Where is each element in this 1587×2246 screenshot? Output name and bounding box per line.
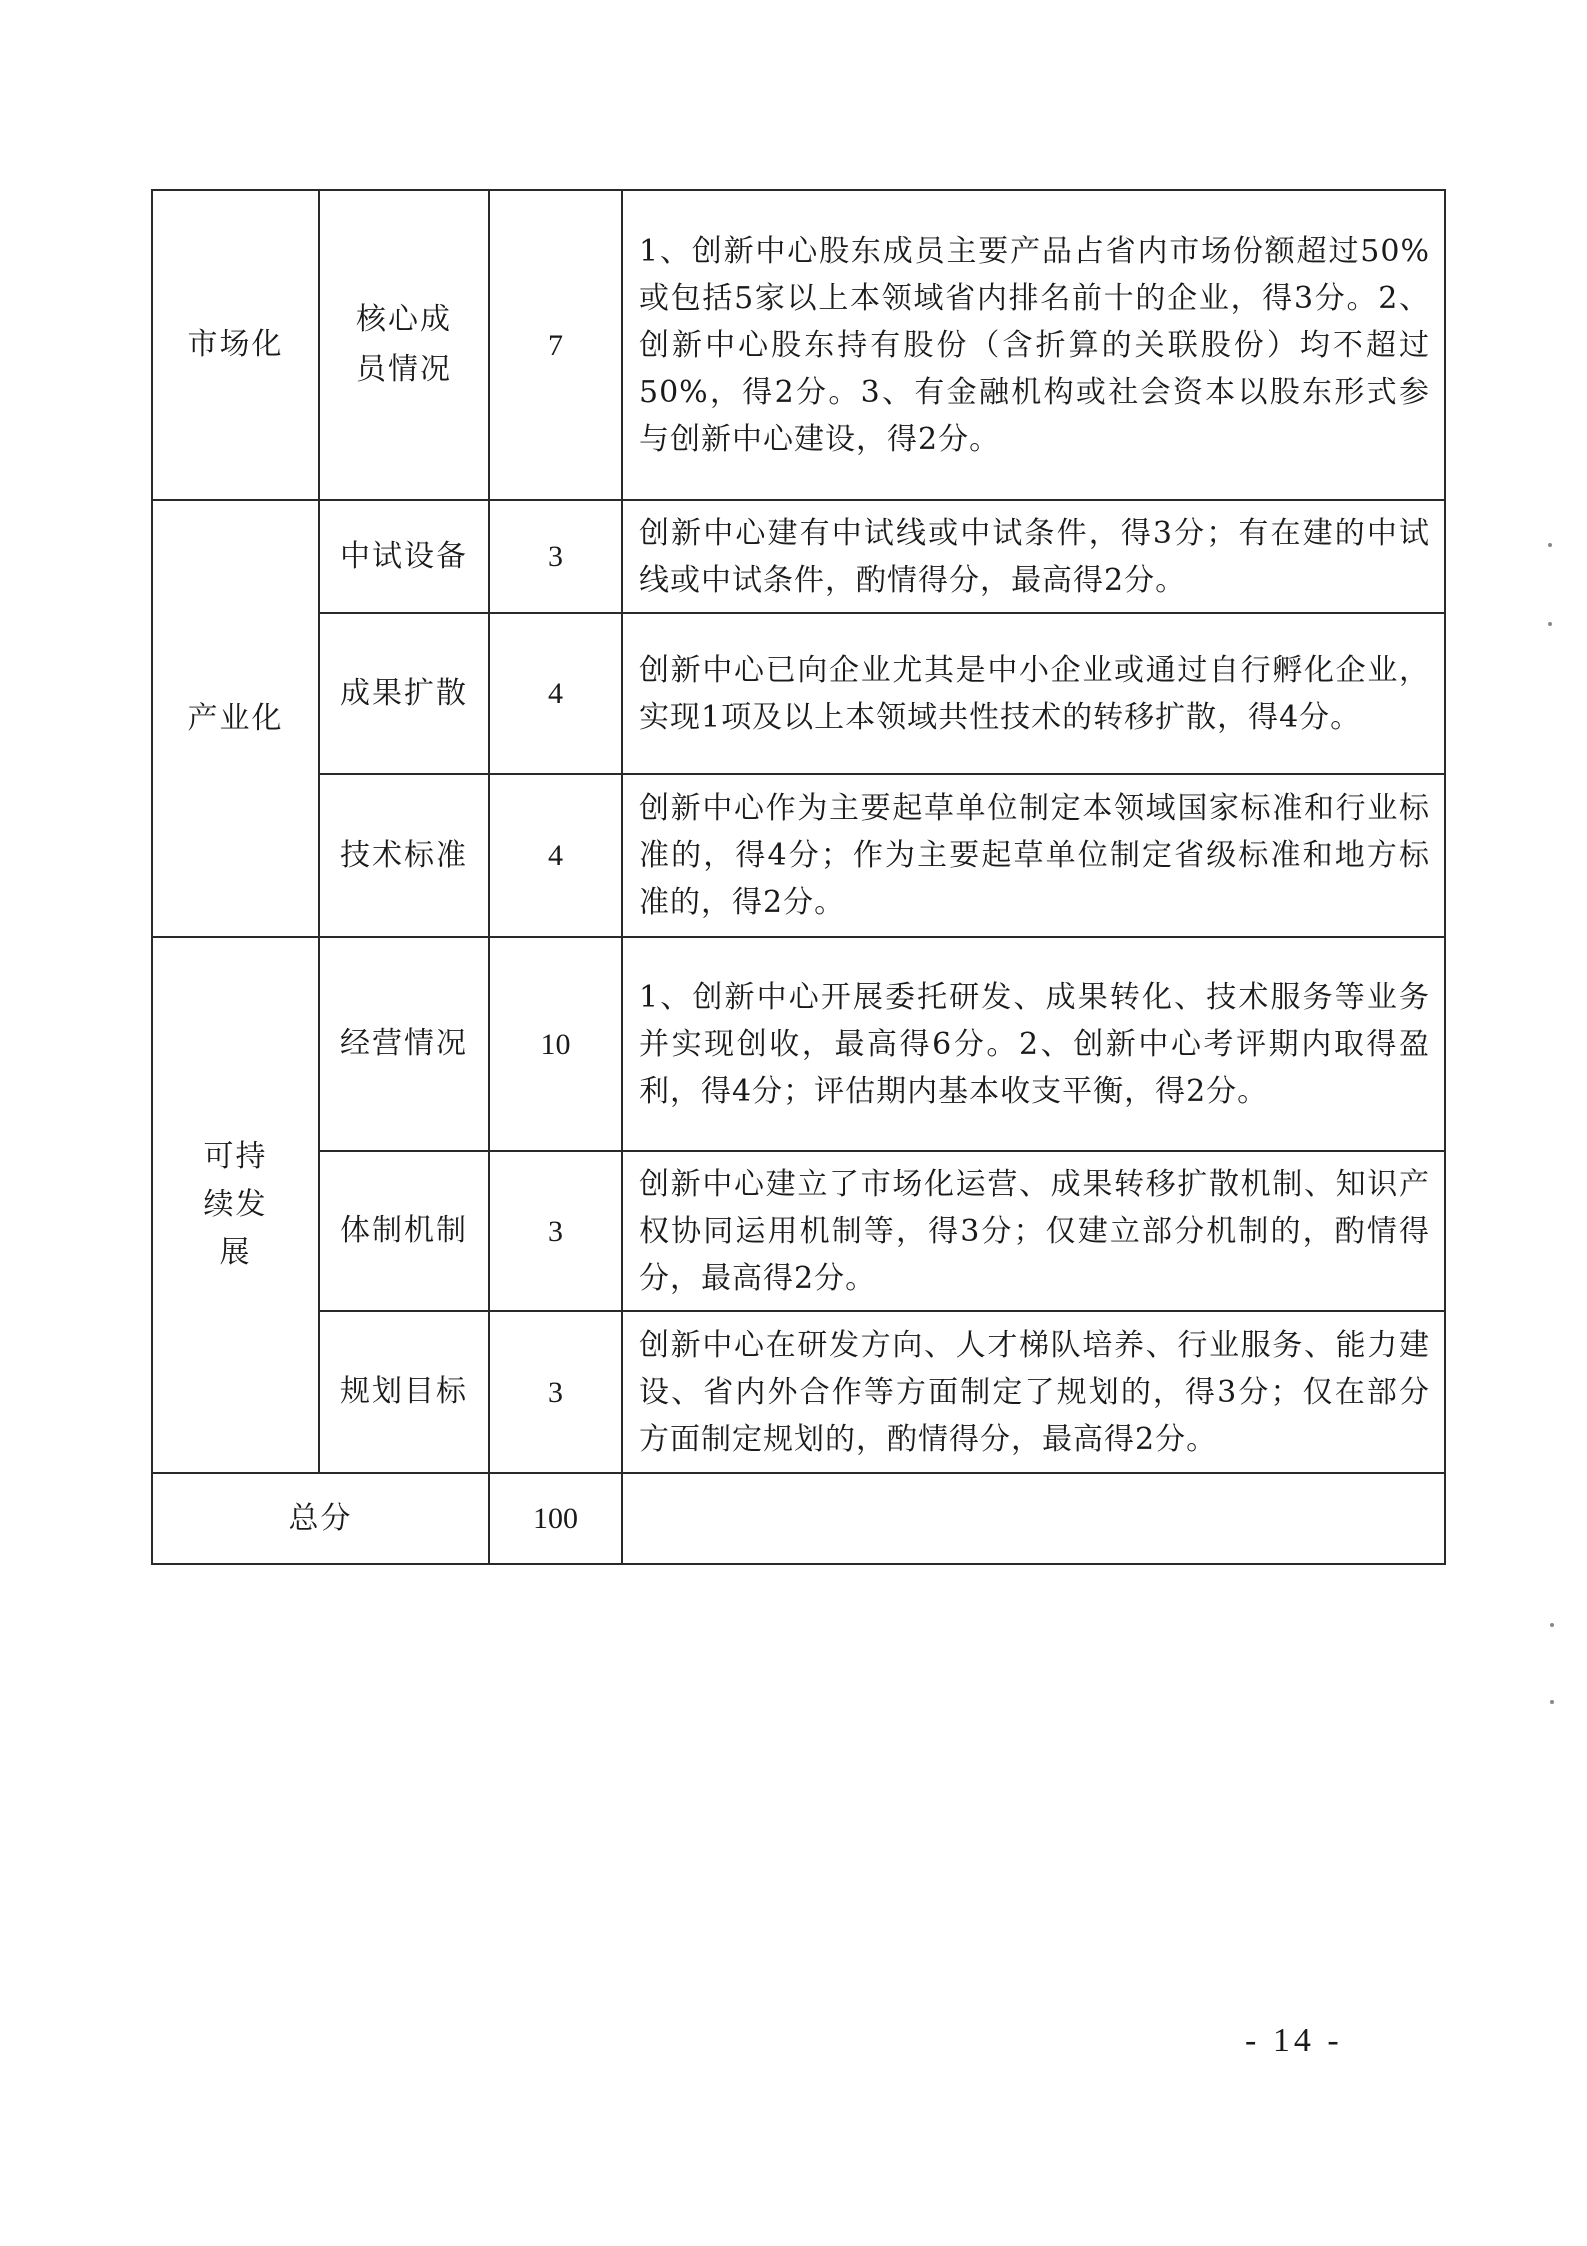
item-label: 技术标准 [340, 837, 468, 873]
score-cell [489, 500, 622, 613]
score-value: 4 [548, 839, 563, 872]
table-row [152, 1151, 1445, 1311]
score-cell [489, 190, 622, 500]
item-label: 体制机制 [340, 1213, 468, 1248]
page-number: - 14 - [1245, 2022, 1343, 2059]
dimension-cell [152, 937, 319, 1473]
item-label: 中试设备 [340, 538, 468, 574]
scan-speck [1550, 1623, 1554, 1627]
description-cell [622, 937, 1445, 1151]
total-label-cell [152, 1473, 489, 1564]
description-cell [622, 613, 1445, 774]
item-cell [319, 500, 489, 613]
evaluation-table [151, 189, 1446, 1565]
total-label: 总分 [288, 1500, 353, 1536]
total-score-value: 100 [533, 1502, 578, 1535]
score-cell [489, 774, 622, 937]
table-row [152, 190, 1445, 500]
score-cell [489, 1311, 622, 1473]
table-row [152, 500, 1445, 613]
item-label: 核心成员情况 [356, 302, 452, 387]
table-row [152, 1311, 1445, 1473]
item-label: 规划目标 [340, 1374, 468, 1409]
description-text: 创新中心作为主要起草单位制定本领域国家标准和行业标准的，得4分；作为主要起草单位制定省级标准和地方标准的，得2分。 [639, 791, 1430, 920]
description-text: 1、创新中心开展委托研发、成果转化、技术服务等业务并实现创收，最高得6分。2、创新中心考评期内取得盈利，得4分；评估期内基本收支平衡，得2分。 [639, 979, 1430, 1109]
score-value: 7 [548, 328, 563, 362]
item-label: 成果扩散 [340, 675, 468, 711]
dimension-label: 市场化 [187, 327, 284, 362]
description-cell [622, 1311, 1445, 1473]
item-label: 经营情况 [340, 1026, 468, 1061]
description-cell [622, 1151, 1445, 1311]
description-cell [622, 500, 1445, 613]
description-cell [622, 774, 1445, 937]
description-text: 1、创新中心股东成员主要产品占省内市场份额超过50%或包括5家以上本领域省内排名前十的企业，得3分。2、创新中心股东持有股份（含折算的关联股份）均不超过50%，得2分。3、有金融机构或社会资本以股东形式参与创新中心建设，得2分。 [639, 233, 1430, 457]
description-text: 创新中心在研发方向、人才梯队培养、行业服务、能力建设、省内外合作等方面制定了规划的，得3分；仅在部分方面制定规划的，酌情得分，最高得2分。 [639, 1327, 1430, 1457]
table-row [152, 937, 1445, 1151]
total-description-cell [622, 1473, 1445, 1564]
dimension-label: 产业化 [187, 700, 284, 736]
scan-speck [1550, 1700, 1554, 1704]
item-cell [319, 613, 489, 774]
description-text: 创新中心建有中试线或中试条件，得3分；有在建的中试线或中试条件，酌情得分，最高得2分。 [639, 515, 1430, 598]
item-cell [319, 937, 489, 1151]
score-cell [489, 613, 622, 774]
score-value: 4 [548, 677, 563, 710]
item-cell [319, 1311, 489, 1473]
dimension-cell [152, 190, 319, 500]
total-row [152, 1473, 1445, 1564]
score-cell [489, 937, 622, 1151]
description-text: 创新中心建立了市场化运营、成果转移扩散机制、知识产权协同运用机制等，得3分；仅建立部分机制的，酌情得分，最高得2分。 [639, 1166, 1430, 1296]
item-cell [319, 774, 489, 937]
score-value: 3 [548, 1214, 563, 1248]
score-cell [489, 1151, 622, 1311]
score-value: 10 [540, 1027, 571, 1061]
dimension-cell [152, 500, 319, 937]
dimension-label: 可持续发展 [203, 1139, 268, 1270]
scan-speck [1548, 543, 1552, 547]
table-row [152, 613, 1445, 774]
score-value: 3 [548, 540, 563, 573]
description-cell [622, 190, 1445, 500]
scan-speck [1548, 622, 1552, 626]
item-cell [319, 190, 489, 500]
description-text: 创新中心已向企业尤其是中小企业或通过自行孵化企业，实现1项及以上本领域共性技术的转移扩散，得4分。 [639, 652, 1430, 735]
score-value: 3 [548, 1375, 563, 1409]
total-score-cell [489, 1473, 622, 1564]
table-row [152, 774, 1445, 937]
item-cell [319, 1151, 489, 1311]
